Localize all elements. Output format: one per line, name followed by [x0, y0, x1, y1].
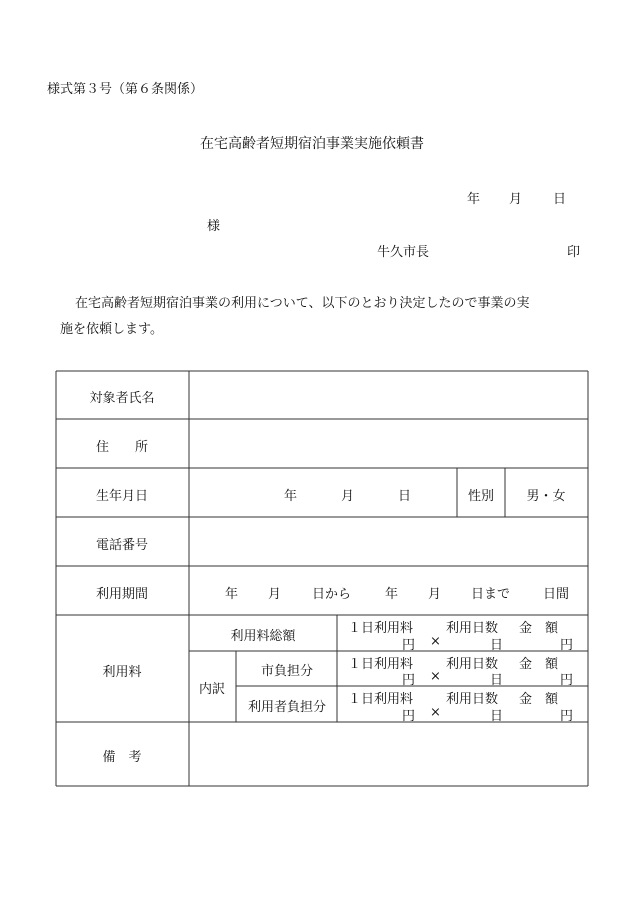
- city-days: 利用日数: [446, 657, 499, 672]
- total-day-unit: 日: [490, 638, 504, 653]
- city-yen-2: 円: [560, 673, 574, 688]
- user-day-unit: 日: [490, 709, 504, 724]
- city-amount: 金 額: [519, 657, 559, 672]
- sex-value: 男・女: [526, 489, 566, 504]
- user-yen-2: 円: [560, 709, 574, 724]
- remarks-label: 備 考: [102, 750, 142, 765]
- period-label: 利用期間: [95, 587, 149, 602]
- total-amount: 金 額: [519, 621, 559, 636]
- total-days: 利用日数: [446, 621, 499, 636]
- user-times: ×: [430, 705, 441, 720]
- name-field[interactable]: [190, 372, 587, 418]
- remarks-field[interactable]: [190, 723, 587, 785]
- birth-label: 生年月日: [95, 489, 149, 504]
- total-fee-label: 利用料総額: [230, 629, 296, 644]
- total-daily-fee: １日利用料: [348, 621, 414, 636]
- breakdown-label: 内訳: [198, 682, 226, 697]
- addressee-suffix: 様: [207, 219, 221, 234]
- phone-field[interactable]: [190, 518, 587, 565]
- city-daily-fee: １日利用料: [348, 657, 414, 672]
- form-number: 様式第３号（第６条関係）: [47, 82, 204, 97]
- issuer-name: 牛久市長: [377, 245, 430, 260]
- total-yen-1: 円: [402, 638, 416, 653]
- birth-year: 年: [284, 489, 298, 504]
- address-label: 住 所: [95, 440, 149, 455]
- period-month-2: 月: [428, 587, 442, 602]
- city-times: ×: [430, 669, 441, 684]
- city-yen-1: 円: [402, 673, 416, 688]
- city-day-unit: 日: [490, 673, 504, 688]
- document-title: 在宅高齢者短期宿泊事業実施依頼書: [200, 136, 424, 152]
- period-year-1: 年: [225, 587, 239, 602]
- user-daily-fee: １日利用料: [348, 692, 414, 707]
- birth-day: 日: [398, 489, 412, 504]
- period-until: 日まで: [471, 587, 511, 602]
- date-year: 年: [467, 192, 481, 207]
- period-month-1: 月: [268, 587, 282, 602]
- user-amount: 金 額: [519, 692, 559, 707]
- city-share-label: 市負担分: [260, 664, 314, 679]
- total-yen-2: 円: [560, 638, 574, 653]
- body-line-1: 在宅高齢者短期宿泊事業の利用について、以下のとおり決定したので事業の実: [75, 296, 530, 311]
- date-day: 日: [553, 192, 567, 207]
- birth-month: 月: [341, 489, 355, 504]
- seal-mark: 印: [567, 245, 581, 260]
- sex-label: 性別: [467, 489, 495, 504]
- user-yen-1: 円: [402, 709, 416, 724]
- phone-label: 電話番号: [95, 538, 149, 553]
- date-month: 月: [509, 192, 523, 207]
- user-share-label: 利用者負担分: [247, 700, 327, 715]
- total-times: ×: [430, 634, 441, 649]
- user-days: 利用日数: [446, 692, 499, 707]
- fee-label: 利用料: [102, 665, 142, 680]
- name-label: 対象者氏名: [89, 391, 155, 406]
- address-field[interactable]: [190, 420, 587, 467]
- period-from: 日から: [312, 587, 352, 602]
- period-year-2: 年: [385, 587, 399, 602]
- period-days: 日間: [543, 587, 570, 602]
- body-line-2: 施を依頼します。: [60, 322, 163, 337]
